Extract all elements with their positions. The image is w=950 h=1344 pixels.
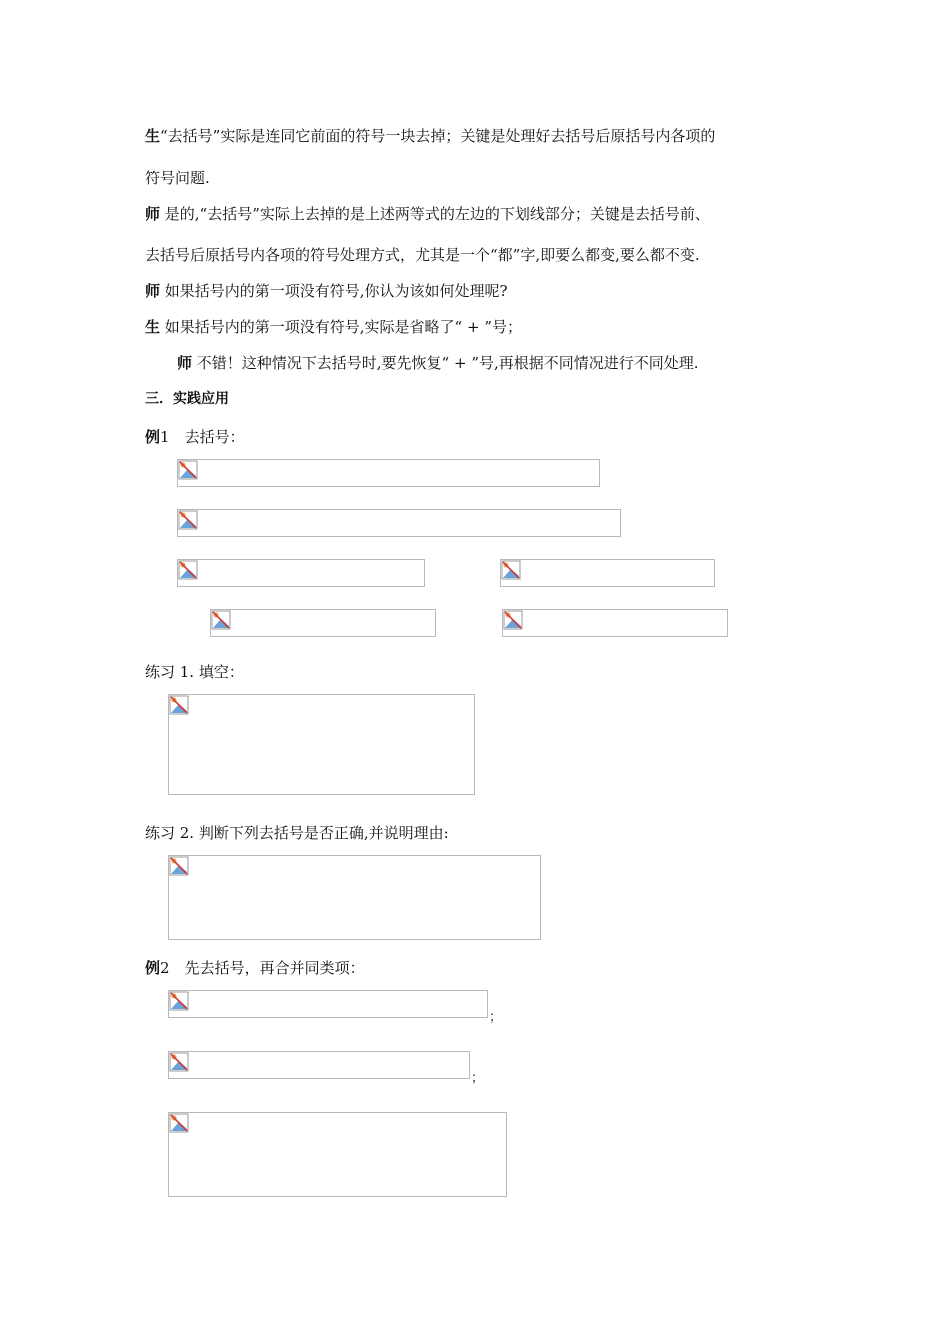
paragraph-continuation: 符号问题. — [145, 169, 210, 187]
paragraph-text: 如果括号内的第一项没有符号,你认为该如何处理呢? — [160, 282, 508, 300]
paragraph-text: 如果括号内的第一项没有符号,实际是省略了“ + ”号； — [160, 318, 522, 336]
broken-image-icon — [501, 560, 521, 580]
example-text: 去括号： — [169, 428, 245, 446]
broken-image — [168, 855, 541, 940]
broken-image-icon — [169, 695, 189, 715]
paragraph-text: 是的,“去括号”实际上去掉的是上述两等式的左边的下划线部分；关键是去括号前、 — [160, 205, 710, 223]
exercise-2-heading: 练习 2. 判断下列去括号是否正确,并说明理由: — [145, 824, 449, 842]
broken-image-icon — [178, 510, 198, 530]
paragraph-text: “去括号”实际是连同它前面的符号一块去掉；关键是处理好去括号后原括号内各项的 — [160, 127, 716, 145]
example-label: 例 — [145, 959, 161, 977]
broken-image-icon — [178, 460, 198, 480]
example-number: 2 — [160, 959, 170, 977]
speaker-label: 师 — [145, 282, 161, 300]
section-heading: 三．实践应用 — [145, 391, 229, 407]
speaker-label: 生 — [145, 318, 161, 336]
exercise-1-heading: 练习 1. 填空： — [145, 663, 244, 681]
speaker-label: 师 — [177, 354, 193, 372]
paragraph-student-1 — [145, 126, 715, 146]
broken-image — [177, 509, 621, 537]
broken-image — [210, 609, 436, 637]
paragraph-teacher-3 — [177, 353, 699, 373]
broken-image — [500, 559, 715, 587]
example-label: 例 — [145, 428, 161, 446]
paragraph-student-2 — [145, 317, 522, 337]
paragraph-teacher-2 — [145, 281, 508, 301]
trailing-punctuation: ； — [489, 1010, 503, 1025]
broken-image-icon — [503, 610, 523, 630]
paragraph-text: 不错！这种情况下去括号时,要先恢复“ + ”号,再根据不同情况进行不同处理. — [192, 354, 699, 372]
broken-image — [177, 459, 600, 487]
example-text: 先去括号，再合并同类项： — [169, 959, 365, 977]
example-2-heading — [145, 958, 365, 978]
broken-image-icon — [169, 1052, 189, 1072]
broken-image — [168, 1051, 470, 1079]
broken-image-icon — [211, 610, 231, 630]
speaker-label: 生 — [145, 127, 161, 145]
broken-image — [502, 609, 728, 637]
example-number: 1 — [160, 428, 170, 446]
paragraph-continuation: 去括号后原括号内各项的符号处理方式，尤其是一个“都”字,即要么都变,要么都不变. — [145, 246, 700, 264]
broken-image-icon — [178, 560, 198, 580]
broken-image-icon — [169, 856, 189, 876]
trailing-punctuation: ； — [471, 1071, 485, 1086]
broken-image-icon — [169, 991, 189, 1011]
broken-image — [168, 990, 488, 1018]
example-1-heading — [145, 427, 245, 447]
broken-image-icon — [169, 1113, 189, 1133]
paragraph-teacher-1 — [145, 204, 710, 224]
broken-image — [168, 694, 475, 795]
broken-image — [177, 559, 425, 587]
speaker-label: 师 — [145, 205, 161, 223]
broken-image — [168, 1112, 507, 1197]
